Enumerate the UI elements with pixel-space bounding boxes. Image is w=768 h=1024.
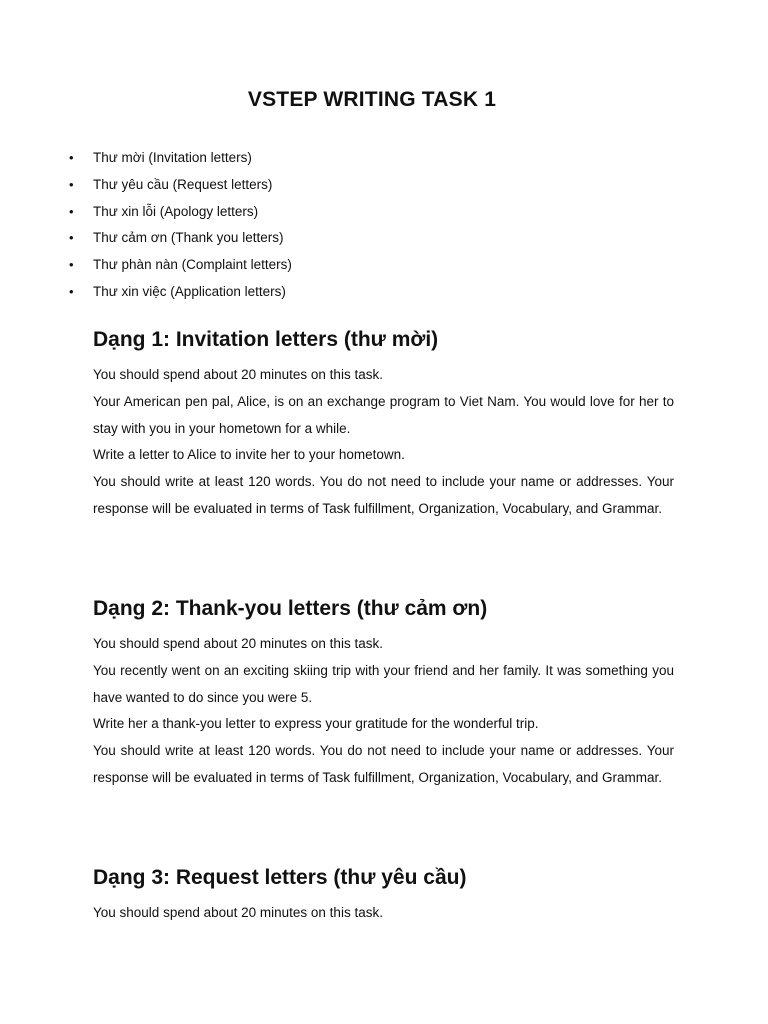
section-heading: Dạng 1: Invitation letters (thư mời): [93, 328, 439, 351]
section-thank-you-letters: [93, 595, 674, 792]
section-paragraph: You should spend about 20 minutes on this task.: [93, 367, 383, 382]
bullet-icon: •: [69, 176, 74, 192]
section-paragraph: Your American pen pal, Alice, is on an exchange program to Viet Nam. You would love for her to stay with you in your hometown for a while.: [93, 393, 674, 436]
section-paragraph: You should write at least 120 words. You do not need to include your name or addresses. Your response will be evaluated in terms of Task fulfillment, Organization, Vocabulary, and Grammar.: [93, 743, 674, 785]
list-item: [69, 228, 292, 255]
list-item: [69, 202, 292, 229]
list-item: [69, 175, 292, 202]
document-title: VSTEP WRITING TASK 1: [247, 88, 497, 111]
section-heading: Dạng 3: Request letters (thư yêu cầu): [93, 866, 467, 889]
list-item-label: Thư phàn nàn (Complaint letters): [93, 257, 292, 273]
bullet-icon: •: [69, 230, 74, 246]
list-item-label: Thư cảm ơn (Thank you letters): [93, 230, 284, 246]
section-request-letters: [93, 864, 674, 927]
list-item-label: Thư yêu cầu (Request letters): [93, 176, 273, 192]
section-invitation-letters: [93, 326, 674, 523]
list-item-label: Thư mời (Invitation letters): [93, 150, 252, 165]
list-item: [69, 255, 292, 282]
letter-type-list: [69, 148, 292, 309]
section-paragraph: You should write at least 120 words. You do not need to include your name or addresses. Your response will be evaluated in terms of Task fulfillment, Organization, Vocabulary, and Grammar.: [93, 474, 674, 516]
list-item-label: Thư xin việc (Application letters): [93, 283, 286, 299]
section-paragraph: You should spend about 20 minutes on this task.: [93, 636, 383, 651]
bullet-icon: •: [69, 150, 74, 165]
section-paragraph: Write her a thank-you letter to express your gratitude for the wonderful trip.: [93, 716, 539, 732]
section-paragraph: You recently went on an exciting skiing trip with your friend and her family. It was something you have wanted to do since you were 5.: [93, 662, 674, 705]
list-item: [69, 282, 292, 309]
section-paragraph: You should spend about 20 minutes on this task.: [93, 905, 383, 920]
list-item: [69, 148, 292, 175]
section-paragraph: Write a letter to Alice to invite her to your hometown.: [93, 447, 405, 463]
bullet-icon: •: [69, 257, 74, 273]
bullet-icon: •: [69, 283, 74, 299]
bullet-icon: •: [69, 203, 74, 219]
list-item-label: Thư xin lỗi (Apology letters): [93, 203, 259, 219]
section-heading: Dạng 2: Thank-you letters (thư cảm ơn): [93, 597, 488, 620]
